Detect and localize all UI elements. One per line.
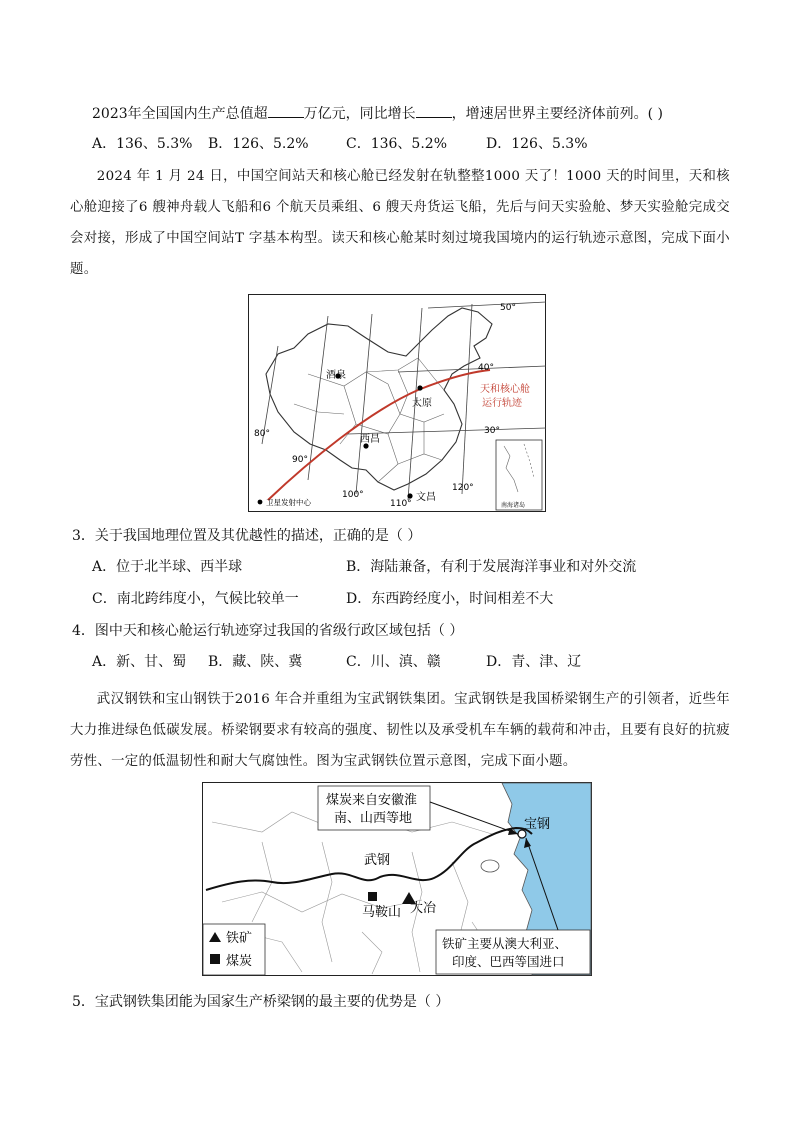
q4-option-a[interactable]: A．新、甘、蜀	[92, 654, 187, 670]
q2-stem: 2023年全国国内生产总值超 万亿元，同比增长 ，增速居世界主要经济体前列。( )	[92, 103, 663, 124]
inset-box	[496, 440, 542, 510]
orbit-label-1: 天和核心舱	[480, 384, 530, 395]
iron-note-line-2: 印度、巴西等国进口	[452, 954, 565, 969]
q5-stem: 5．宝武钢铁集团能为国家生产桥梁钢的最主要的优势是（ ）	[72, 994, 450, 1010]
q3-option-a[interactable]: A．位于北半球、西半球	[92, 559, 243, 575]
lon-label: 80°	[254, 429, 270, 439]
q3-option-c[interactable]: C．南北跨纬度小，气候比较单一	[92, 591, 299, 607]
label-baogang: 宝钢	[524, 817, 551, 832]
q2-option-a[interactable]: A．136、5.3%	[92, 136, 193, 152]
inset-label: 南海诸岛	[501, 502, 526, 509]
orbit-map	[248, 294, 546, 512]
q2-option-d[interactable]: D．126、5.3%	[486, 136, 588, 152]
lake	[481, 860, 499, 872]
q4-option-d[interactable]: D．青、津、辽	[486, 654, 582, 670]
q3-option-b[interactable]: B．海陆兼备，有利于发展海洋事业和对外交流	[346, 559, 637, 575]
orbit-label-2: 运行轨迹	[482, 398, 522, 409]
lon-label: 90°	[292, 455, 308, 465]
legend-coal-label: 煤炭	[226, 954, 253, 969]
coal-note-line-1: 煤炭来自安徽淮	[326, 793, 418, 808]
lat-label: 40°	[478, 363, 494, 373]
wenchang-dot	[407, 493, 412, 498]
iron-note-line-1: 铁矿主要从澳大利亚、	[442, 936, 568, 951]
q3-stem: 3．关于我国地理位置及其优越性的描述，正确的是（ ）	[72, 528, 422, 544]
label-taiyuan: 太原	[412, 398, 432, 409]
q4-stem: 4．图中天和核心舱运行轨迹穿过我国的省级行政区域包括（ ）	[72, 623, 464, 639]
baowu-map	[202, 782, 592, 976]
label-wenchang: 文昌	[416, 492, 436, 503]
lon-label: 100°	[342, 490, 364, 500]
passage-space-station: 2024 年 1 月 24 日，中国空间站天和核心舱已经发射在轨整整1000 天了！1000 天的时间里，天和核心舱迎接了6 艘神舟载人飞船和6 个航天员乘组、6 艘天舟货运飞船，先后与问天实验舱、梦天实验舱完成交会对接，形成了中国空间站T 字基本构型。读天和核心舱某时刻过境我国境内的运行轨迹示意图，完成下面小题。	[70, 169, 730, 277]
coal-marker	[368, 892, 377, 901]
legend-coal-icon	[210, 954, 220, 964]
q2-option-b[interactable]: B．126、5.2%	[208, 136, 309, 152]
q4-option-c[interactable]: C．川、滇、赣	[346, 654, 441, 670]
label-maanshan: 马鞍山	[362, 905, 402, 920]
label-wugang: 武钢	[364, 853, 391, 868]
coal-note-line-2: 南、山西等地	[334, 811, 413, 826]
passage-baowu-steel: 武汉钢铁和宝山钢铁于2016 年合并重组为宝武钢铁集团。宝武钢铁是我国桥梁钢生产的引领者，近些年大力推进绿色低碳发展。桥梁钢要求有较高的强度、韧性以及承受机车车辆的载荷和冲击，且要有良好的抗疲劳性、一定的低温韧性和耐大气腐蚀性。图为宝武钢铁位置示意图，完成下面小题。	[70, 692, 730, 769]
lat-label: 50°	[500, 303, 516, 313]
legend-dot	[258, 500, 263, 505]
taiyuan-dot	[417, 385, 422, 390]
q4-option-b[interactable]: B．藏、陕、冀	[208, 654, 303, 670]
legend-launch-center: 卫星发射中心	[266, 498, 311, 507]
label-daye: 大冶	[410, 901, 437, 916]
legend-iron-label: 铁矿	[226, 931, 253, 946]
q2-option-c[interactable]: C．136、5.2%	[346, 136, 448, 152]
lon-label: 110°	[390, 499, 412, 509]
lat-label: 30°	[484, 426, 500, 436]
label-xichang: 西昌	[360, 434, 380, 445]
label-jiuquan: 酒泉	[326, 370, 346, 381]
q3-option-d[interactable]: D．东西跨经度小，时间相差不大	[346, 591, 554, 607]
lon-label: 120°	[452, 483, 474, 493]
answer-blank-2[interactable]	[416, 103, 452, 118]
answer-blank-1[interactable]	[268, 103, 304, 118]
